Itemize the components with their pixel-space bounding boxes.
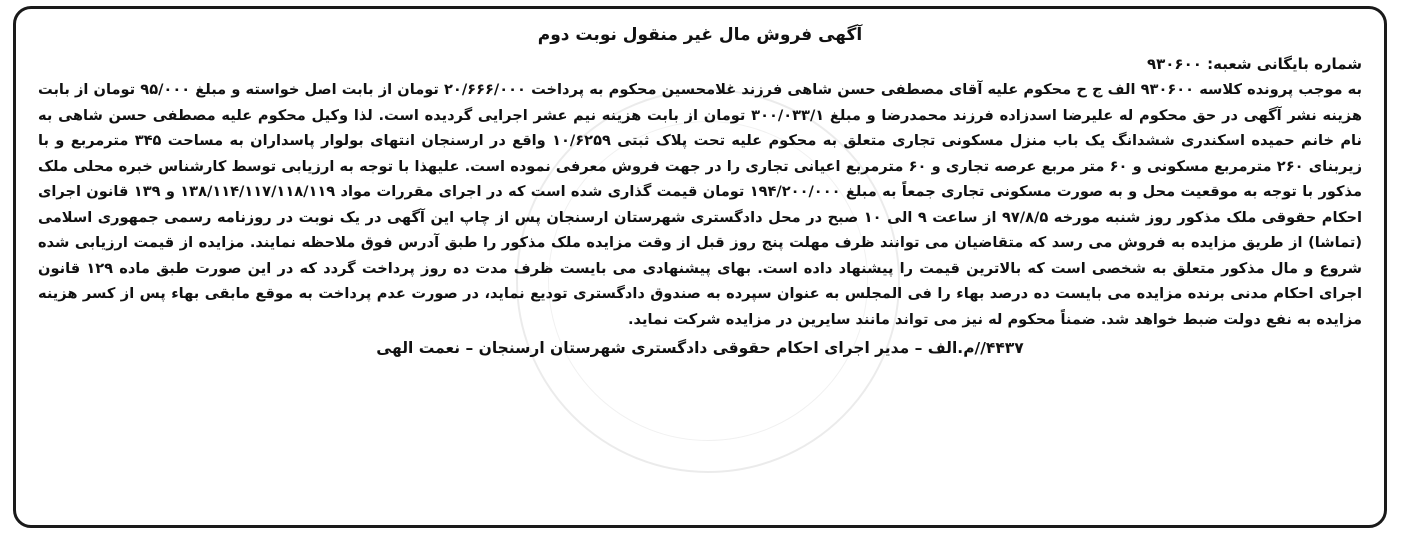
notice-body: به موجب پرونده کلاسه ۹۳۰۶۰۰ الف ج ح محکوم علیه آقای مصطفی حسن شاهی فرزند غلامحسین محکوم به پرداخت ۲۰/۶۶۶/۰۰۰ تومان از بابت اصل خواسته و مبلغ ۹۵/۰۰۰ تومان از بابت هزینه نشر آگهی در حق محکوم له علیرضا اسدزاده فرزند محمدرضا و مبلغ ۳۰۰/۰۳۳/۱ تومان از بابت هزینه نیم عشر اجرایی گردیده است. لذا وکیل محکوم علیه مصطفی حسن شاهی به نام خانم حمیده اسکندری ششدانگ یک باب منزل مسکونی تجاری متعلق به محکوم علیه تحت پلاک ثبتی ۱۰/۶۲۵۹ واقع در ارسنجان انتهای بولوار پاسداران به مساحت ۳۴۵ مترمربع و با زیربنای ۲۶۰ مترمربع مسکونی و ۶۰ متر مربع عرصه تجاری و ۶۰ مترمربع اعیانی تجاری را در جهت فروش معرفی نموده است. علیهذا با توجه به ارزیابی توسط کارشناس خبره محلی ملک مذکور با توجه به موقعیت محل و به صورت مسکونی تجاری جمعاً به مبلغ ۱۹۴/۲۰۰/۰۰۰ تومان قیمت گذاری شده است که در اجرای مقررات مواد ۱۳۸/۱۱۴/۱۱۷/۱۱۸/۱۱۹ و ۱۳۹ قانون اجرای احکام حقوقی ملک مذکور روز شنبه مورخه ۹۷/۸/۵ از ساعت ۹ الی ۱۰ صبح در محل دادگستری شهرستان ارسنجان پس از چاپ این آگهی در یک نوبت در روزنامه رسمی جمهوری اسلامی (تماشا) از طریق مزایده به فروش می رسد که متقاضیان می توانند ظرف مهلت پنج روز قبل از وقت مزایده ملک مذکور را طبق آدرس فوق ملاحظه نمایند. مزایده از قیمت ارزیابی شده شروع و مال مذکور متعلق به شخصی است که بالاترین قیمت را پیشنهاد داده است. بهای پیشنهادی می بایست ظرف مدت ده روز پرداخت گردد که در این صورت طبق ماده ۱۲۹ قانون اجرای احکام مدنی برنده مزایده می بایست ده درصد بهاء را فی المجلس به عنوان سپرده به صندوق دادگستری تودیع نماید، در صورت عدم پرداخت به موقع مابقی بهاء پس از کسر هزینه مزایده به نفع دولت ضبط خواهد شد. ضمناً محکوم له نیز می تواند مانند سایرین در مزایده شرکت نماید. xyxy=(38,81,1362,328)
archive-number: شماره بایگانی شعبه: ۹۳۰۶۰۰ xyxy=(1146,55,1362,73)
notice-title: آگهی فروش مال غیر منقول نوبت دوم xyxy=(537,25,863,45)
signature-line: ۴۴۳۷//م.الف – مدیر اجرای احکام حقوقی دادگستری شهرستان ارسنجان – نعمت الهی xyxy=(376,339,1024,357)
notice-frame xyxy=(13,6,1387,528)
